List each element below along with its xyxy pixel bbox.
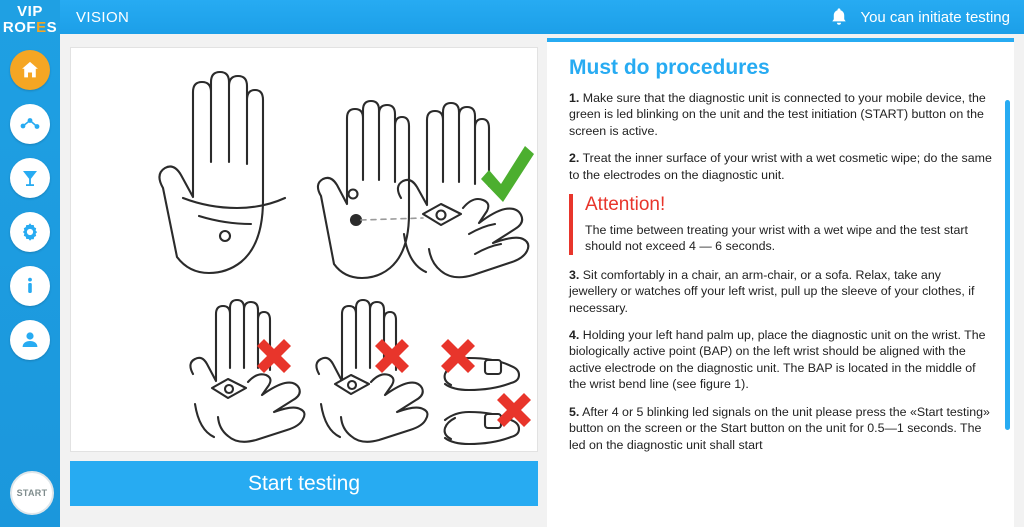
instructions-pane (547, 38, 1014, 527)
attention-heading: Attention! (585, 194, 666, 216)
step-5-number: 5. (569, 404, 580, 419)
sidebar-item-home[interactable] (10, 50, 50, 90)
step-1-text: Make sure that the diagnostic unit is connected to your mobile device, the green is led blinking on the unit and the test initiation (START) button on the screen is active. (569, 91, 986, 138)
instruction-step-3 (569, 267, 992, 316)
instruction-step-1 (569, 90, 992, 139)
brand-line-1: VIP (17, 3, 43, 20)
brand-logo (3, 4, 57, 36)
brand-line-2 (3, 20, 57, 36)
step-4-number: 4. (569, 328, 580, 343)
status-area (828, 6, 1010, 28)
illustration-pane (70, 47, 538, 509)
step-4-text: Holding your left hand palm up, place the diagnostic unit on the wrist. The biologically active point (BAP) on the left wrist should be aligned with the active electrode on the diagnostic unit. The BAP is located in the middle of the wrist bend line (see figure 1). (569, 328, 986, 392)
step-2-text: Treat the inner surface of your wrist with a wet cosmetic wipe; do the same to the electrodes on the diagnostic unit. (569, 151, 992, 182)
sidebar-item-settings[interactable] (10, 212, 50, 252)
topbar (60, 0, 1024, 34)
step-1-number: 1. (569, 91, 580, 105)
sidebar-nav (10, 50, 50, 360)
instruction-step-2 (569, 150, 992, 183)
sidebar-item-pulse[interactable] (10, 104, 50, 144)
step-5-text: After 4 or 5 blinking led signals on the unit please press the «Start testing» button on the screen or the Start button on the unit for 0.5—1 seconds. The led on the diagnostic unit shall start (569, 404, 990, 452)
start-button-sidebar[interactable]: START (10, 471, 54, 515)
info-icon (18, 274, 42, 298)
bell-icon[interactable] (828, 6, 850, 28)
device-icon (18, 166, 42, 190)
brand-line-2-accent: E (36, 18, 47, 36)
page-title: VISION (76, 8, 130, 26)
user-icon (18, 328, 42, 352)
hand-placement-diagram (71, 48, 537, 451)
sidebar (0, 0, 60, 527)
instruction-step-5 (569, 404, 992, 453)
sidebar-item-info[interactable] (10, 266, 50, 306)
attention-callout (569, 194, 992, 255)
attention-text: The time between treating your wrist with a wet wipe and the test start should not exceed 4 — 6 seconds. (585, 223, 968, 254)
step-3-text: Sit comfortably in a chair, an arm-chair, or a sofa. Relax, take any jewellery or watches off your left wrist, pull up the sleeve of your clothes, if necessary. (569, 267, 975, 315)
step-2-number: 2. (569, 151, 580, 166)
brand-line-2-pre: ROF (2, 18, 37, 36)
instructions-title: Must do procedures (569, 56, 770, 79)
instruction-figure (70, 47, 538, 452)
instruction-step-4 (569, 327, 992, 393)
step-3-number: 3. (569, 267, 580, 282)
sidebar-item-users[interactable] (10, 320, 50, 360)
home-icon (19, 59, 41, 81)
content-area (60, 34, 1024, 527)
sidebar-item-device[interactable] (10, 158, 50, 198)
gear-icon (18, 220, 42, 244)
status-text: You can initiate testing (860, 8, 1010, 26)
start-testing-button[interactable]: Start testing (70, 461, 538, 506)
brand-line-2-post: S (46, 18, 58, 36)
instructions-scrollbar[interactable] (1005, 100, 1010, 430)
pulse-icon (18, 112, 42, 136)
